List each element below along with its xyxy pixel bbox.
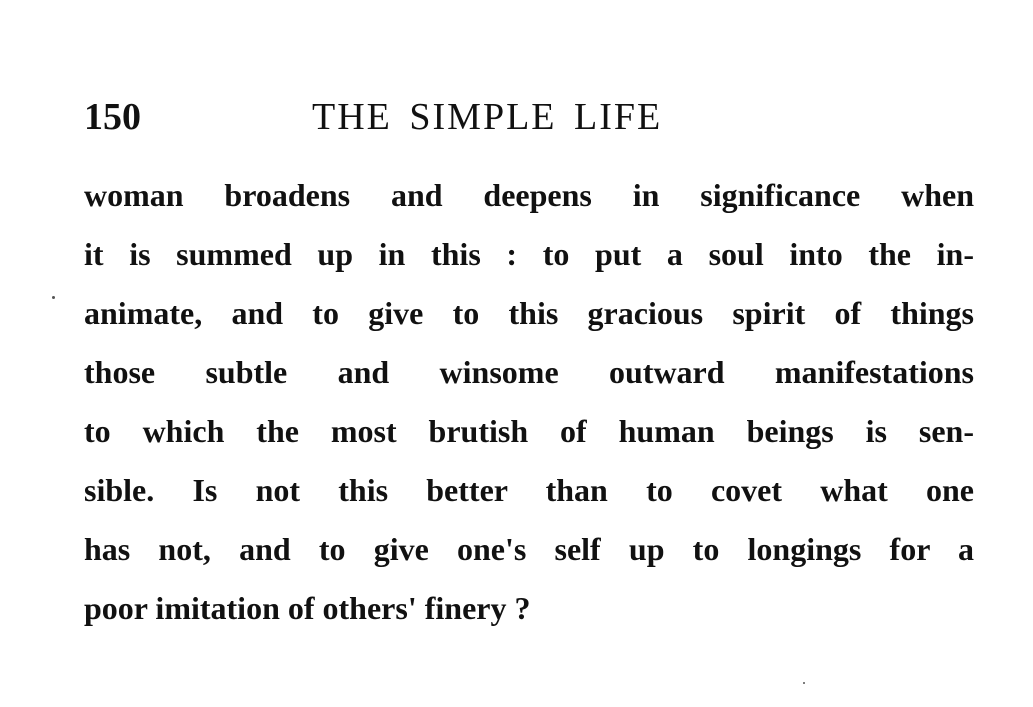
text-line: sible. Is not this better than to covet what one bbox=[84, 472, 974, 508]
text-line: has not, and to give one's self up to longings for a bbox=[84, 531, 974, 567]
page-number: 150 bbox=[84, 96, 141, 138]
book-title: THE SIMPLE LIFE bbox=[312, 96, 663, 138]
text-line: poor imitation of others' finery ? bbox=[84, 590, 531, 626]
scan-speck bbox=[52, 296, 55, 299]
scan-speck bbox=[803, 682, 805, 684]
running-head bbox=[84, 92, 974, 142]
text-line: it is summed up in this : to put a soul into the in- bbox=[84, 236, 974, 272]
body-paragraph bbox=[84, 170, 974, 642]
text-line: to which the most brutish of human beings is sen- bbox=[84, 413, 974, 449]
text-line: animate, and to give to this gracious spirit of things bbox=[84, 295, 974, 331]
text-line: woman broadens and deepens in significance when bbox=[84, 177, 974, 213]
text-line: those subtle and winsome outward manifestations bbox=[84, 354, 974, 390]
